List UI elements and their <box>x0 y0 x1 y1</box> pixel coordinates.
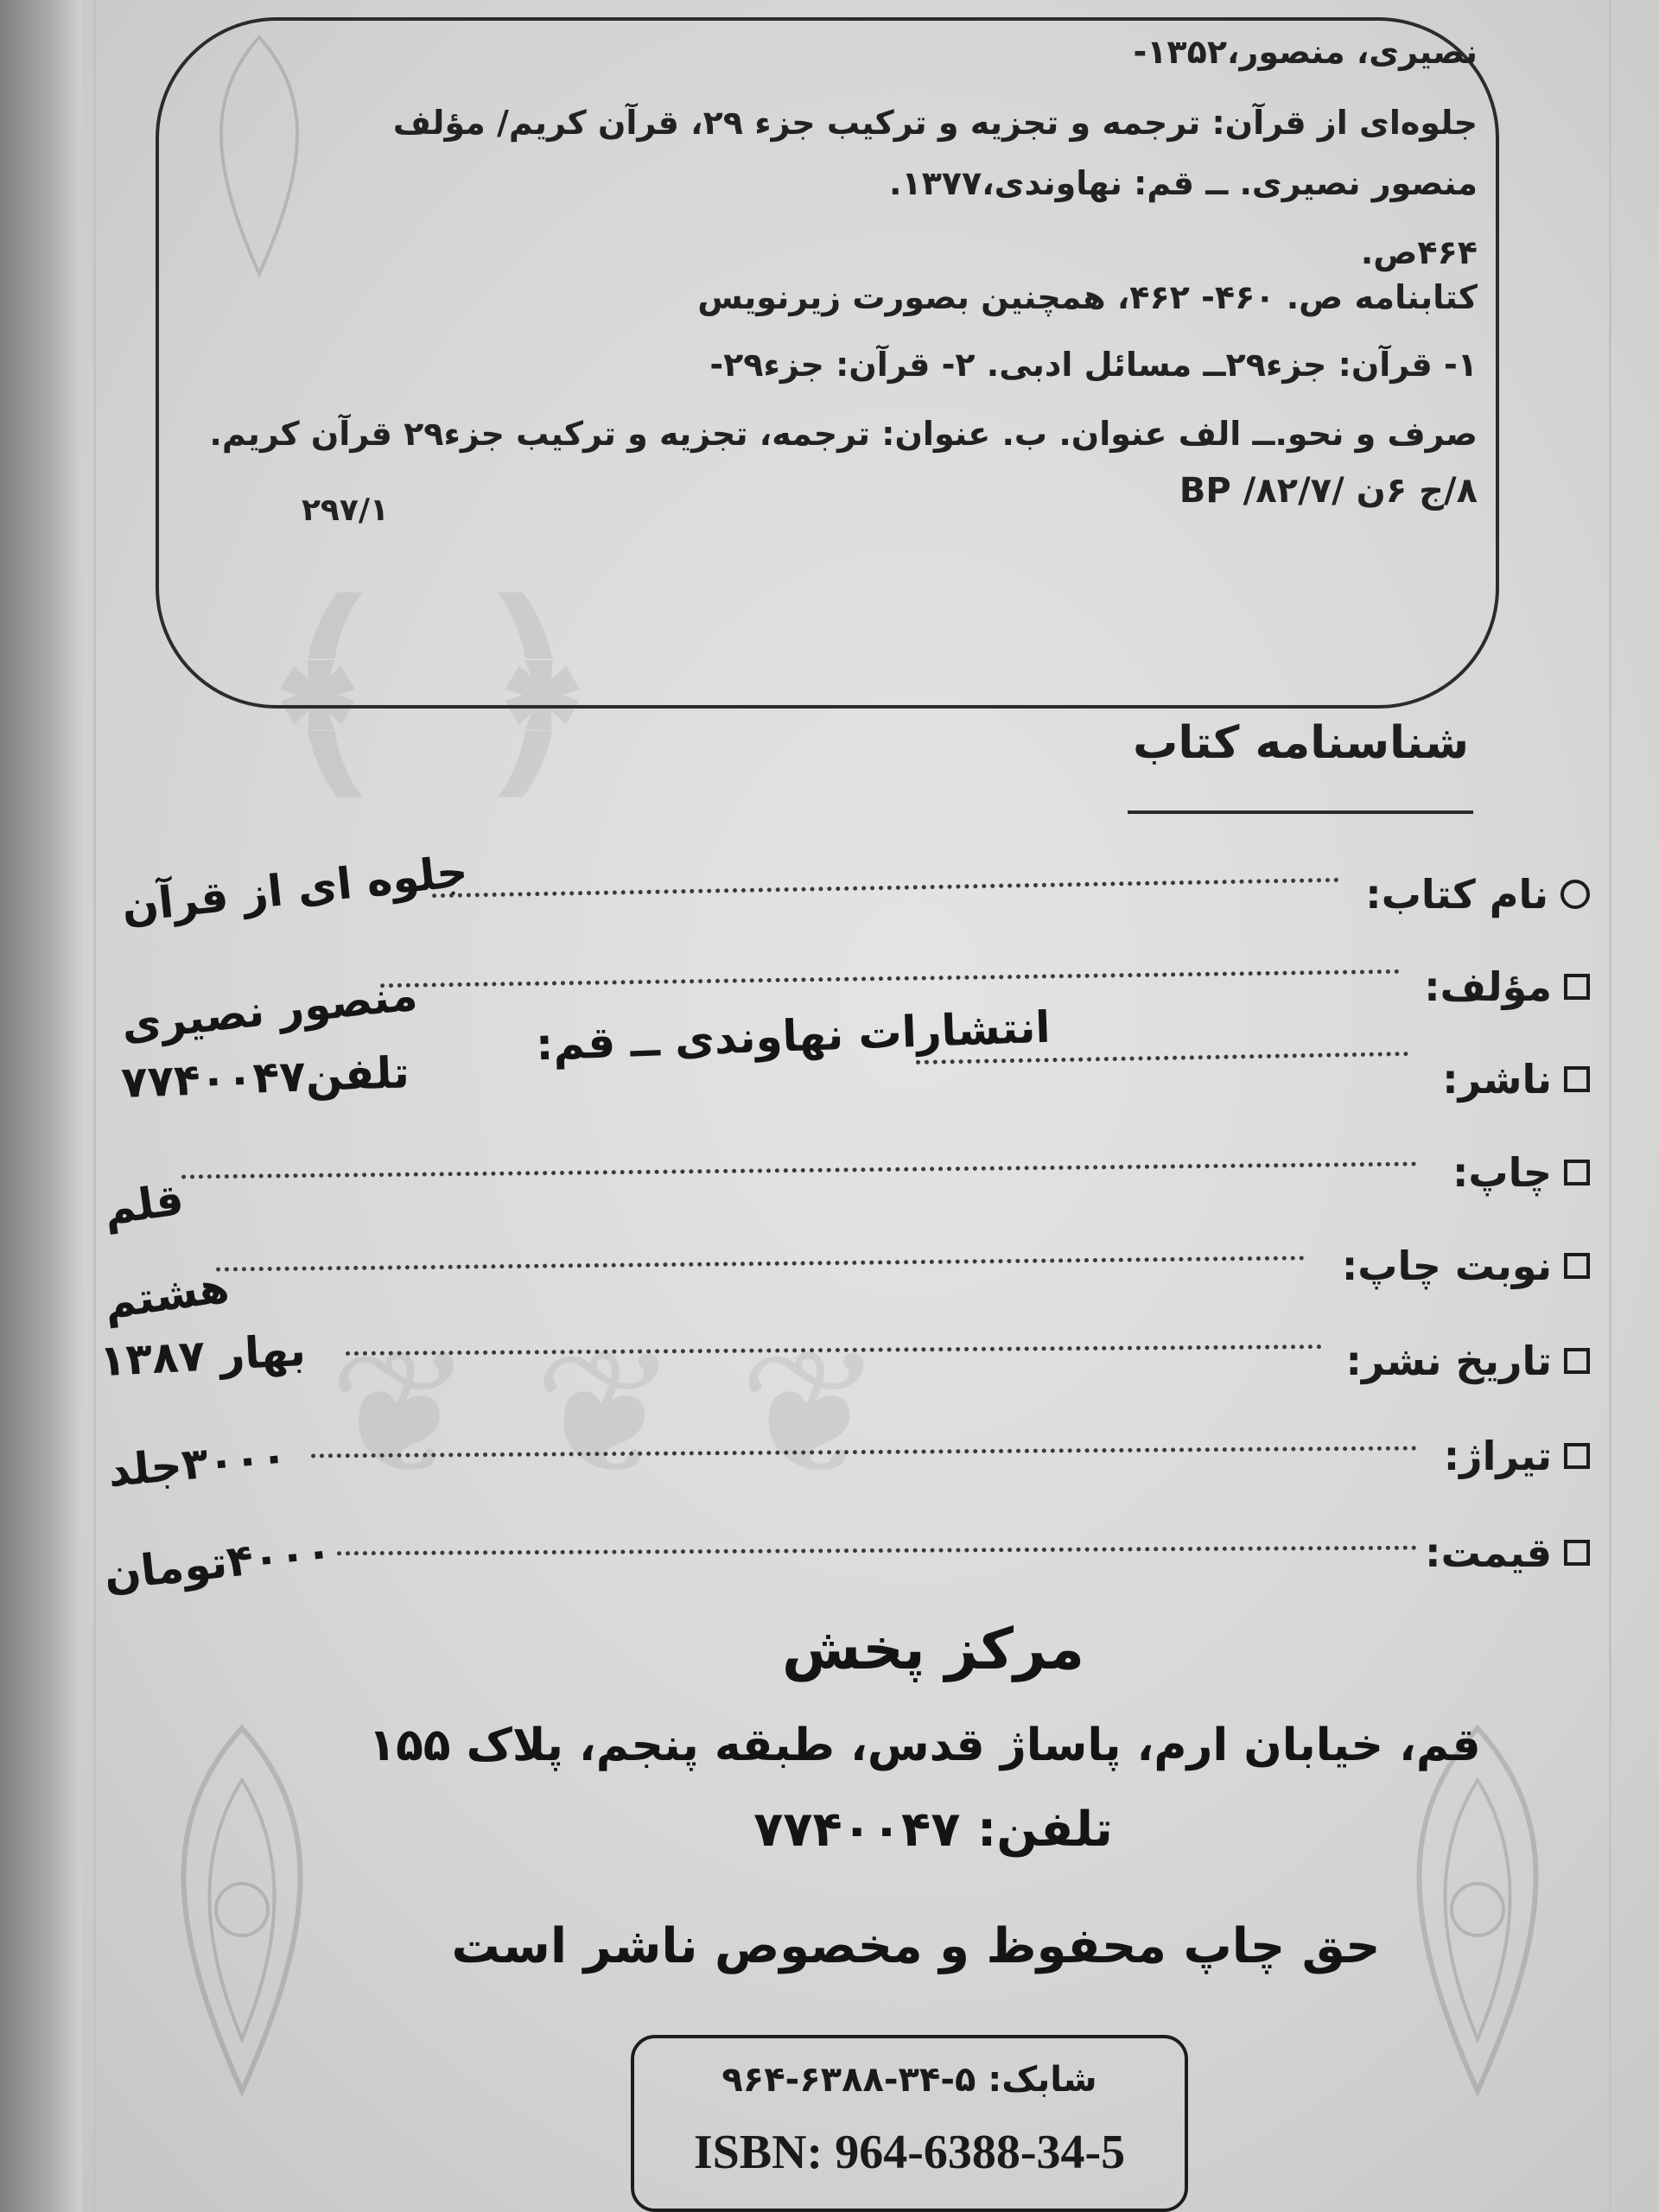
distribution-center-title: مرکز پخش <box>782 1616 1084 1682</box>
cip-line-subjects: ۱- قرآن: جزء۲۹ــ مسائل ادبی. ۲- قرآن: جزء۲۹- <box>709 346 1478 384</box>
checkbox-bullet-icon <box>1564 1253 1590 1279</box>
field-label-publish-date <box>1345 1338 1590 1384</box>
field-label-book-name <box>1365 871 1590 918</box>
dotted-leader <box>380 969 1400 988</box>
calligraphy-watermark-bottom: ❦ ❦ ❦ <box>328 1313 883 1515</box>
field-label-text: تیراژ: <box>1443 1433 1552 1479</box>
cip-line-dewey: ۲۹۷/۱ <box>301 493 389 528</box>
distribution-phone: تلفن: ۷۷۴۰۰۴۷ <box>753 1802 1113 1858</box>
field-label-print <box>1452 1149 1590 1196</box>
field-label-text: قیمت: <box>1425 1529 1552 1576</box>
field-label-author <box>1424 963 1590 1010</box>
field-value-publisher: انتشارات نهاوندی ــ قم: <box>535 1001 1052 1071</box>
field-label-publisher <box>1442 1056 1590 1103</box>
checkbox-bullet-icon <box>1564 1348 1590 1374</box>
cip-line-classification: ۸/ج ۶ن /۸۲/۷/ BP <box>1179 471 1478 511</box>
field-value-publish-date: بهار ۱۳۸۷ <box>98 1325 308 1387</box>
dotted-leader <box>216 1255 1305 1271</box>
isbn-persian: شابک: ۵-۳۴-۶۳۸۸-۹۶۴ <box>721 2060 1097 2100</box>
dotted-leader <box>311 1446 1417 1459</box>
field-value-author: منصور نصیری <box>118 969 420 1051</box>
book-spine-shadow <box>0 0 82 2212</box>
checkbox-bullet-icon <box>1564 1443 1590 1469</box>
checkbox-bullet-icon <box>1564 1160 1590 1185</box>
cip-line-title: جلوه‌ای از قرآن: ترجمه و تجزیه و ترکیب جزء ۲۹، قرآن کریم/ مؤلف <box>392 104 1478 142</box>
field-label-price <box>1425 1529 1590 1576</box>
calligraphy-watermark-top: ﴿ ﴾ <box>259 563 601 823</box>
book-identity-title: شناسنامه کتاب <box>1133 717 1469 769</box>
distribution-address: قم، خیابان ارم، پاساژ قدس، طبقه پنجم، پلاک ۱۵۵ <box>368 1719 1481 1771</box>
field-value-edition: هشتم <box>100 1262 232 1329</box>
field-label-text: تاریخ نشر: <box>1345 1338 1552 1384</box>
checkbox-bullet-icon <box>1564 974 1590 1000</box>
field-value-price: ۴۰۰۰تومان <box>101 1526 334 1600</box>
isbn-english: ISBN: 964-6388-34-5 <box>693 2126 1126 2179</box>
field-label-circulation <box>1444 1433 1590 1479</box>
dotted-leader <box>181 1162 1417 1179</box>
field-value-print: قلم <box>100 1173 187 1236</box>
cip-line-author: نصیری، منصور،۱۳۵۲- <box>1133 33 1478 71</box>
cip-line-pages: ۴۶۴ص. <box>1360 233 1478 271</box>
field-label-text: چاپ: <box>1452 1149 1552 1196</box>
field-label-text: نام کتاب: <box>1365 871 1548 918</box>
dotted-leader <box>432 878 1339 898</box>
field-label-text: مؤلف: <box>1424 963 1552 1010</box>
checkbox-bullet-icon <box>1564 1066 1590 1092</box>
field-label-edition <box>1342 1243 1590 1289</box>
isbn-box <box>631 2035 1188 2212</box>
page-border-left <box>93 0 96 2212</box>
circle-bullet-icon <box>1560 880 1590 909</box>
field-label-text: ناشر: <box>1442 1056 1552 1103</box>
title-underline <box>1128 810 1473 814</box>
checkbox-bullet-icon <box>1564 1540 1590 1566</box>
copyright-notice: حق چاپ محفوظ و مخصوص ناشر است <box>451 1918 1381 1974</box>
page-border-right <box>1609 0 1611 2212</box>
dotted-leader <box>337 1546 1417 1556</box>
dotted-leader <box>346 1344 1322 1356</box>
cip-line-publisher: منصور نصیری. ــ قم: نهاوندی،۱۳۷۷. <box>888 164 1478 202</box>
field-value-circulation: ۳۰۰۰جلد <box>105 1431 289 1497</box>
cip-line-subjects-cont: صرف و نحو.ــ الف عنوان. ب. عنوان: ترجمه، تجزیه و ترکیب جزء۲۹ قرآن کریم. <box>209 415 1478 453</box>
field-value-book-name: جلوه ای از قرآن <box>119 846 471 932</box>
field-value-publisher-phone: تلفن۷۷۴۰۰۴۷ <box>120 1047 410 1108</box>
field-label-text: نوبت چاپ: <box>1341 1243 1552 1289</box>
cip-line-bibliography: کتابنامه ص. ۴۶۰- ۴۶۲، همچنین بصورت زیرنویس <box>697 278 1478 316</box>
